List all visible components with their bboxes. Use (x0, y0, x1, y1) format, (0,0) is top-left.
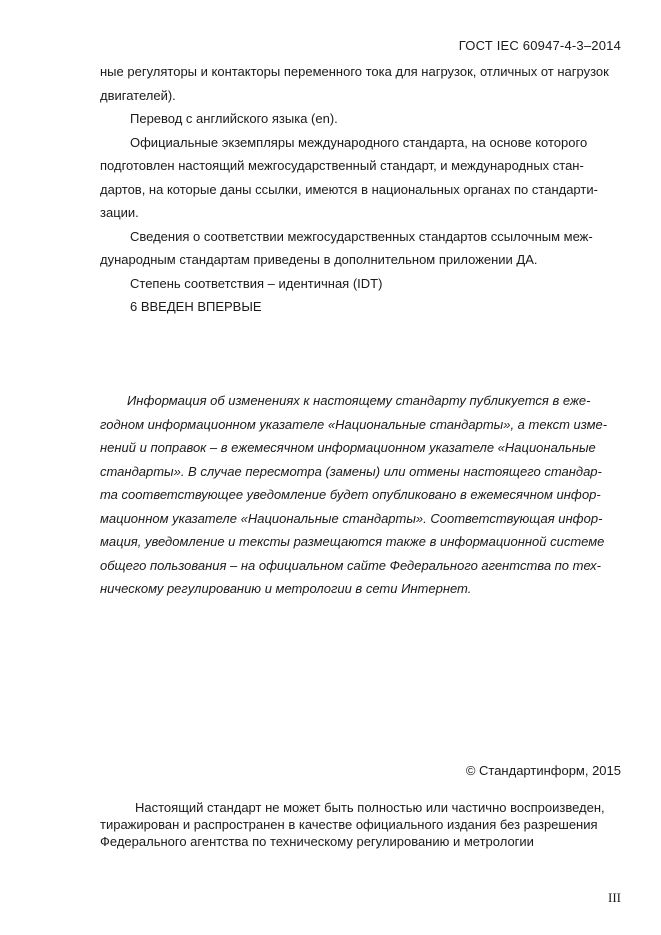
paragraph-line: подготовлен настоящий межгосударственный стандарт, и международных стан- (100, 158, 584, 173)
info-line: нений и поправок – в ежемесячном информационном указателе «Национальные (100, 440, 596, 455)
paragraph-line: двигателей). (100, 87, 176, 103)
info-line: мационном указателе «Национальные стандарты». Соответствующая инфор- (100, 510, 603, 526)
notice-line: Настоящий стандарт не может быть полностью или частично воспроизведен, (135, 800, 605, 815)
info-line: та соответствующее уведомление будет опубликовано в ежемесячном инфор- (100, 487, 601, 502)
info-line: годном информационном указателе «Национальные стандарты», а текст изме- (100, 416, 608, 432)
translation-note: Перевод с английского языка (en). (130, 111, 338, 126)
notice-line: Федерального агентства по техническому регулированию и метрологии (100, 834, 534, 849)
paragraph-line: зации. (100, 205, 139, 220)
info-line: мация, уведомление и тексты размещаются также в информационной системе (100, 534, 605, 549)
paragraph-line: Сведения о соответствии межгосударственных стандартов ссылочным меж- (130, 228, 593, 244)
standard-code-header: ГОСТ IEC 60947-4-3–2014 (458, 38, 621, 53)
introduced-first-time: 6 ВВЕДЕН ВПЕРВЫЕ (130, 299, 262, 314)
notice-line: тиражирован и распространен в качестве официального издания без разрешения (100, 817, 598, 832)
paragraph-line: дартов, на которые даны ссылки, имеются в национальных органах по стандарти- (100, 181, 598, 197)
conformity-degree: Степень соответствия – идентичная (IDT) (130, 275, 383, 291)
info-line: стандарты». В случае пересмотра (замены) или отмены настоящего стандар- (100, 463, 602, 479)
page-number: III (608, 890, 621, 905)
paragraph-line: дународным стандартам приведены в дополнительном приложении ДА. (100, 252, 538, 267)
reproduction-notice (100, 799, 622, 850)
info-line: общего пользования – на официальном сайте Федерального агентства по тех- (100, 557, 601, 573)
paragraph-line: ные регуляторы и контакторы переменного тока для нагрузок, отличных от нагрузок (100, 64, 609, 79)
info-line: ническому регулированию и метрологии в сети Интернет. (100, 581, 472, 596)
copyright: © Стандартинформ, 2015 (465, 763, 621, 778)
paragraph-line: Официальные экземпляры международного стандарта, на основе которого (130, 134, 588, 150)
main-text (100, 60, 622, 319)
info-line: Информация об изменениях к настоящему стандарту публикуется в еже- (127, 393, 591, 408)
amendments-info-block (100, 389, 622, 601)
